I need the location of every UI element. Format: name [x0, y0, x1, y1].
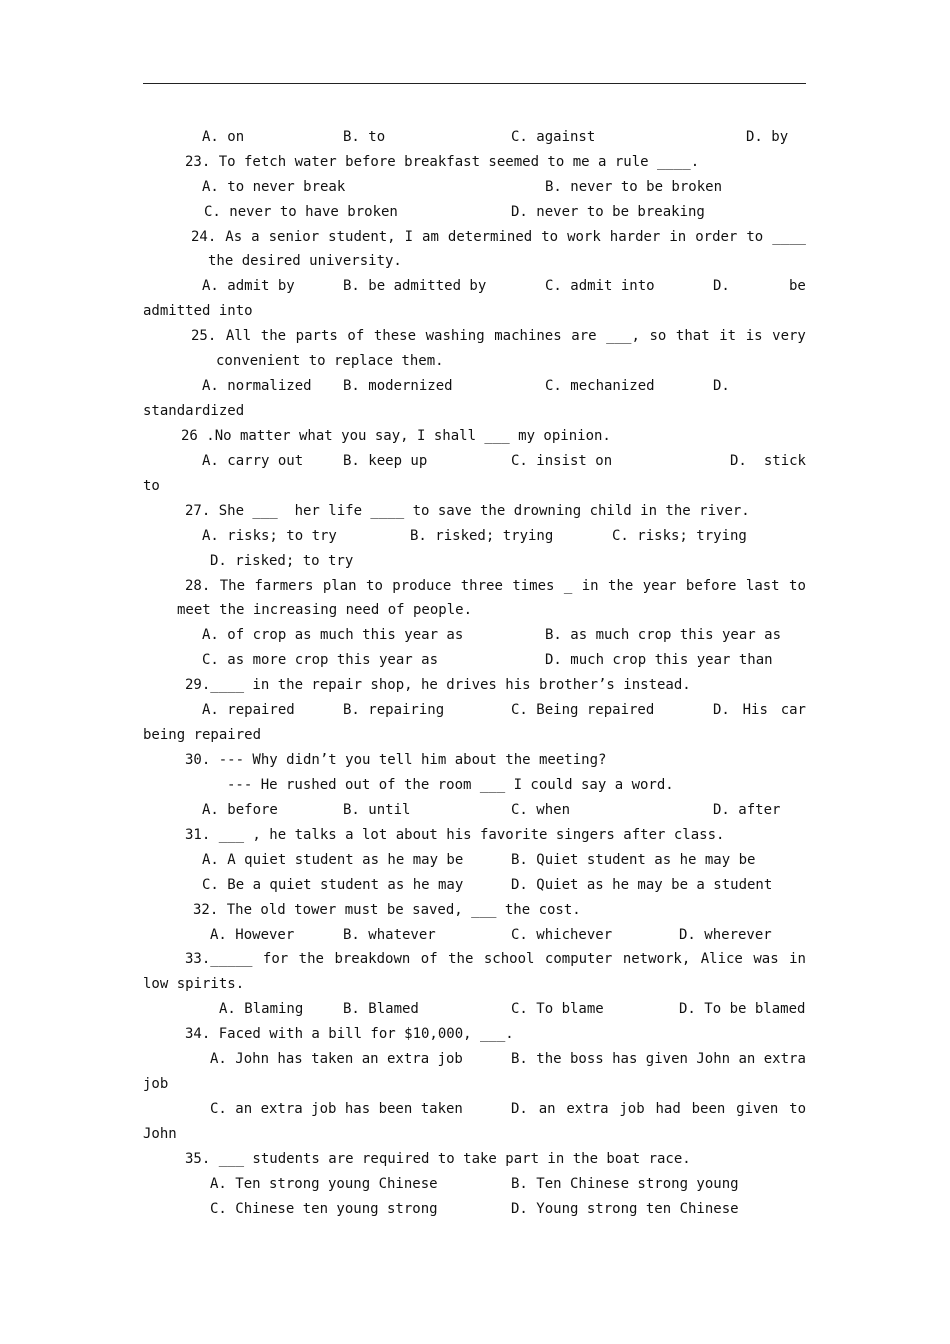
word: given	[645, 1051, 688, 1067]
word: washing	[425, 328, 485, 344]
word: the	[260, 328, 287, 344]
text-line: D.	[713, 278, 730, 294]
word: 25.	[191, 328, 217, 344]
text-line	[191, 228, 806, 246]
text-line	[191, 327, 806, 345]
word: extra	[566, 1101, 609, 1117]
word: school	[483, 951, 535, 967]
word: _	[563, 578, 573, 594]
text-line	[713, 701, 806, 719]
text-line: admitted into	[143, 303, 253, 319]
word: All	[225, 328, 252, 344]
text-line: B. Quiet student as he may be	[511, 852, 756, 868]
word: has	[612, 1051, 638, 1067]
word: these	[373, 328, 417, 344]
word: an	[738, 1051, 756, 1067]
word: boss	[569, 1051, 604, 1067]
word: in	[581, 578, 599, 594]
word: the	[608, 578, 634, 594]
text-line: B. risked; trying	[410, 528, 554, 544]
word: is	[745, 328, 763, 344]
word: in	[669, 229, 687, 245]
word: a	[251, 229, 260, 245]
text-line: C. Be a quiet student as he may	[202, 877, 464, 893]
word: been	[691, 1101, 726, 1117]
word: are	[571, 328, 597, 344]
word: extra	[763, 1051, 806, 1067]
text-line: B. keep up	[343, 453, 428, 469]
text-line: C. whichever	[511, 927, 613, 943]
word: determined	[447, 229, 533, 245]
text-line: A. carry out	[202, 453, 304, 469]
word: His	[742, 702, 768, 718]
text-line: D. Young strong ten Chinese	[511, 1201, 739, 1217]
word: the	[448, 951, 474, 967]
word: plan	[322, 578, 357, 594]
text-line: being repaired	[143, 727, 262, 743]
text-line: be	[789, 278, 806, 294]
word: order	[695, 229, 738, 245]
text-line: A. risks; to try	[202, 528, 337, 544]
text-line	[730, 452, 806, 470]
text-line: A. before	[202, 802, 278, 818]
text-line: 23. To fetch water before breakfast seemed to me a rule ____.	[185, 154, 700, 170]
text-line: A. John has taken an extra job	[210, 1051, 463, 1067]
word: to	[746, 229, 764, 245]
text-line: B. as much crop this year as	[545, 627, 782, 643]
word: Alice	[700, 951, 743, 967]
text-line: D. risked; to try	[210, 553, 354, 569]
word: that	[675, 328, 710, 344]
word: 24.	[191, 229, 217, 245]
text-line: meet the increasing need of people.	[177, 602, 473, 618]
text-line: A. However	[210, 927, 295, 943]
word: to	[789, 1101, 806, 1117]
text-line: 35. ___ students are required to take part in the boat race.	[185, 1151, 691, 1167]
text-line: 31. ___ , he talks a lot about his favorite singers after class.	[185, 827, 725, 843]
word: last	[745, 578, 780, 594]
text-line: job	[143, 1076, 169, 1092]
text-line: A. on	[202, 129, 245, 145]
text-line: D.	[713, 378, 730, 394]
text-line: C. when	[511, 802, 571, 818]
text-line	[511, 1100, 806, 1118]
text-line: A. Ten strong young Chinese	[210, 1176, 438, 1192]
word: harder	[609, 229, 661, 245]
word: of	[347, 328, 365, 344]
text-line: B. repairing	[343, 702, 445, 718]
text-line: B. Ten Chinese strong young	[511, 1176, 739, 1192]
text-line	[185, 577, 806, 595]
word: senior	[268, 229, 320, 245]
word: for	[262, 951, 289, 967]
text-line: C. never to have broken	[204, 204, 398, 220]
word: three	[460, 578, 503, 594]
text-line: C. To blame	[511, 1001, 604, 1017]
word: farmers	[254, 578, 314, 594]
word: year	[642, 578, 677, 594]
text-line: 27. She ___ her life ____ to save the drowning child in the river.	[185, 503, 750, 519]
text-line: convenient to replace them.	[216, 353, 444, 369]
text-line: C. Being repaired	[511, 702, 655, 718]
text-line: 29.____ in the repair shop, he drives his brother’s instead.	[185, 677, 691, 693]
text-line: 30. --- Why didn’t you tell him about the meeting?	[185, 752, 607, 768]
word: the	[298, 951, 324, 967]
word: in	[789, 951, 806, 967]
word: B.	[511, 1051, 528, 1067]
text-line: A. admit by	[202, 278, 295, 294]
word: student,	[328, 229, 396, 245]
text-line: C. Chinese ten young strong	[210, 1201, 438, 1217]
text-line: C. as more crop this year as	[202, 652, 439, 668]
word: produce	[392, 578, 452, 594]
word: work	[567, 229, 601, 245]
text-line: A. to never break	[202, 179, 346, 195]
text-line: --- He rushed out of the room ___ I could say a word.	[227, 777, 674, 793]
text-line	[185, 950, 806, 968]
text-line: C. mechanized	[545, 378, 655, 394]
word: The	[219, 578, 246, 594]
word: it	[719, 328, 737, 344]
text-line: D. To be blamed	[679, 1001, 806, 1017]
text-line: B. never to be broken	[545, 179, 723, 195]
text-line: C. insist on	[511, 453, 613, 469]
text-line: A. Blaming	[219, 1001, 304, 1017]
text-line: B. Blamed	[343, 1001, 419, 1017]
word: times	[512, 578, 555, 594]
word: given	[736, 1101, 779, 1117]
text-line: D. never to be breaking	[511, 204, 705, 220]
word: of	[420, 951, 438, 967]
text-line: C. against	[511, 129, 596, 145]
word: stick	[763, 453, 806, 469]
text-line: D. much crop this year than	[545, 652, 773, 668]
text-line: C. admit into	[545, 278, 655, 294]
word: network,	[622, 951, 691, 967]
text-line: standardized	[143, 403, 245, 419]
text-line: A. repaired	[202, 702, 295, 718]
text-line: to	[143, 478, 160, 494]
text-line: John	[143, 1126, 177, 1142]
word: before	[685, 578, 737, 594]
word: 33._____	[185, 951, 253, 967]
word: car	[780, 702, 806, 718]
text-line: B. whatever	[343, 927, 436, 943]
word: machines	[494, 328, 562, 344]
word: As	[225, 229, 243, 245]
word: D.	[511, 1101, 528, 1117]
text-line: B. be admitted by	[343, 278, 487, 294]
word: parts	[295, 328, 338, 344]
text-line: B. until	[343, 802, 411, 818]
text-line: the desired university.	[208, 253, 402, 269]
text-line: 26 .No matter what you say, I shall ___ my opinion.	[181, 428, 611, 444]
word: the	[536, 1051, 562, 1067]
text-line: A. normalized	[202, 378, 312, 394]
word: D.	[730, 453, 747, 469]
word: an	[538, 1101, 556, 1117]
word: to	[789, 578, 806, 594]
text-line: low spirits.	[143, 976, 245, 992]
text-line: D. wherever	[679, 927, 772, 943]
word: 28.	[185, 578, 211, 594]
word: breakdown	[334, 951, 411, 967]
text-line	[511, 1050, 806, 1068]
text-line: A. of crop as much this year as	[202, 627, 464, 643]
word: job	[619, 1101, 645, 1117]
text-line: B. to	[343, 129, 386, 145]
word: ____	[772, 229, 806, 245]
text-line: 34. Faced with a bill for $10,000, ___.	[185, 1026, 514, 1042]
word: to	[541, 229, 559, 245]
word: so	[649, 328, 667, 344]
header-rule	[143, 83, 806, 84]
text-line: C. an extra job has been taken	[210, 1101, 463, 1117]
word: John	[696, 1051, 731, 1067]
word: very	[772, 328, 806, 344]
word: to	[366, 578, 383, 594]
word: am	[422, 229, 439, 245]
word: was	[753, 951, 779, 967]
text-line: D. by	[746, 129, 789, 145]
word: computer	[544, 951, 613, 967]
word: ___,	[606, 328, 640, 344]
text-line: C. risks; trying	[612, 528, 747, 544]
word: D.	[713, 702, 730, 718]
text-line: D. Quiet as he may be a student	[511, 877, 773, 893]
text-line: D. after	[713, 802, 781, 818]
text-line: A. A quiet student as he may be	[202, 852, 464, 868]
word: had	[655, 1101, 681, 1117]
word: I	[404, 229, 414, 245]
text-line: 32. The old tower must be saved, ___ the cost.	[193, 902, 581, 918]
text-line: B. modernized	[343, 378, 453, 394]
